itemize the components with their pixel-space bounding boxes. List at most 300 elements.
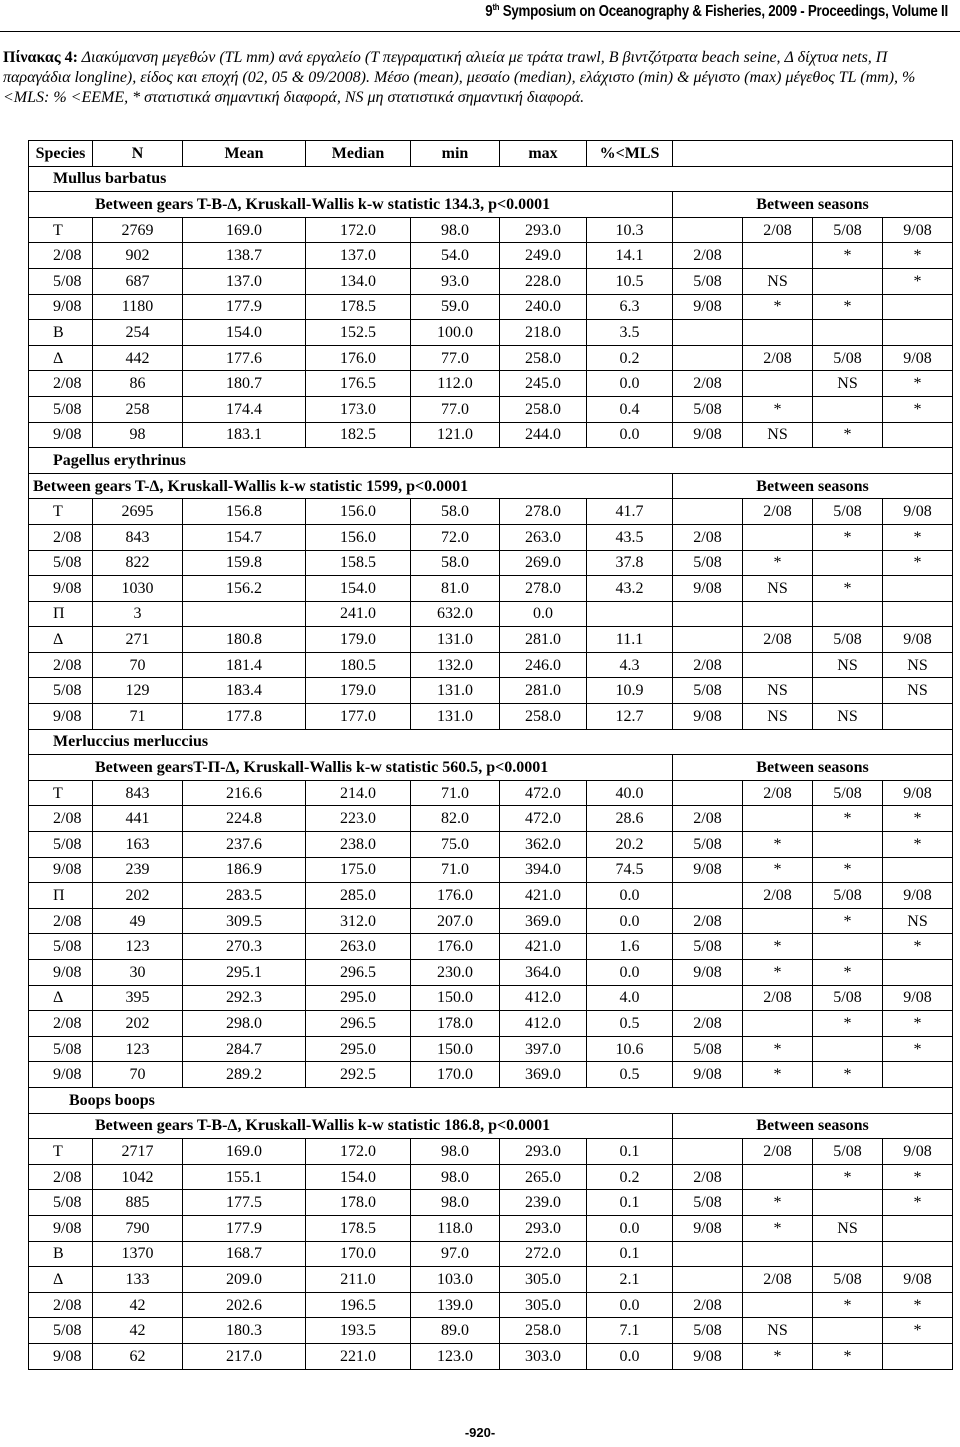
significance-cell (743, 243, 813, 269)
value-cell: 183.4 (183, 678, 306, 704)
significance-cell: NS (743, 704, 813, 730)
significance-cell: * (813, 576, 883, 602)
significance-cell (673, 320, 743, 346)
table-row (29, 780, 953, 806)
header-empty-cell (673, 141, 953, 167)
caption-text: Διακύμανση μεγεθών (TL mm) ανά εργαλείο (Τ πεγραματική αλιεία με τράτα trawl, Β βιντζότρατα beach seine, Δ δίχτυα nets, Π παραγάδια longline), είδος και εποχή (02, 05 & 09/2008). Μέσο (mean), μεσαίο (median), ελάχιστο (min) & μέγιστο (max) μέγεθος TL (mm), %<MLS: % <ΕΕΜΕ, * στατιστικά σημαντική διαφορά, NS μη στατιστικά σημαντική διαφορά. (3, 49, 916, 106)
value-cell: 295.0 (306, 985, 411, 1011)
row-label: 9/08 (29, 576, 93, 602)
significance-cell (673, 1139, 743, 1165)
significance-cell (813, 678, 883, 704)
value-cell: 177.6 (183, 345, 306, 371)
value-cell: 156.0 (306, 499, 411, 525)
value-cell: 269.0 (500, 550, 587, 576)
value-cell: 10.5 (587, 268, 673, 294)
significance-cell (883, 857, 953, 883)
col-header: Median (306, 141, 411, 167)
table-row (29, 1292, 953, 1318)
significance-cell (813, 1190, 883, 1216)
significance-cell: 9/08 (673, 704, 743, 730)
significance-cell (673, 780, 743, 806)
value-cell: 0.1 (587, 1241, 673, 1267)
significance-cell: 2/08 (673, 1292, 743, 1318)
significance-cell: * (743, 1062, 813, 1088)
significance-cell: * (883, 1292, 953, 1318)
significance-cell: NS (883, 652, 953, 678)
significance-cell: * (883, 1036, 953, 1062)
value-cell: 296.5 (306, 960, 411, 986)
significance-cell (743, 371, 813, 397)
value-cell: 177.9 (183, 1215, 306, 1241)
row-label: 9/08 (29, 294, 93, 320)
value-cell: 37.8 (587, 550, 673, 576)
significance-cell (673, 1267, 743, 1293)
value-cell: 98 (93, 422, 183, 448)
table-row (29, 499, 953, 525)
value-cell: 245.0 (500, 371, 587, 397)
significance-cell: NS (743, 576, 813, 602)
value-cell: 2695 (93, 499, 183, 525)
row-label: Δ (29, 985, 93, 1011)
value-cell: 163 (93, 832, 183, 858)
value-cell: 74.5 (587, 857, 673, 883)
significance-cell: 5/08 (813, 627, 883, 653)
gear-test-text: Between gears T-B-Δ, Kruskall-Wallis k-w statistic 186.8, p<0.0001 (29, 1113, 673, 1139)
value-cell: 193.5 (306, 1318, 411, 1344)
value-cell: 155.1 (183, 1164, 306, 1190)
row-label: T (29, 217, 93, 243)
significance-cell: 9/08 (673, 1343, 743, 1369)
value-cell: 169.0 (183, 1139, 306, 1165)
gear-test-row (29, 192, 953, 218)
significance-cell: * (883, 806, 953, 832)
table-row (29, 550, 953, 576)
table-row (29, 1215, 953, 1241)
row-label: 5/08 (29, 832, 93, 858)
significance-cell: * (883, 550, 953, 576)
value-cell: 139.0 (411, 1292, 500, 1318)
significance-cell: 2/08 (743, 627, 813, 653)
table-row (29, 883, 953, 909)
value-cell: 263.0 (306, 934, 411, 960)
value-cell: 154.0 (183, 320, 306, 346)
table-row (29, 268, 953, 294)
row-label: 2/08 (29, 652, 93, 678)
table-row (29, 960, 953, 986)
value-cell: 0.0 (500, 601, 587, 627)
value-cell: 0.5 (587, 1062, 673, 1088)
table-row (29, 1011, 953, 1037)
value-cell: 305.0 (500, 1292, 587, 1318)
value-cell: 369.0 (500, 908, 587, 934)
value-cell: 129 (93, 678, 183, 704)
row-label: 5/08 (29, 1190, 93, 1216)
significance-cell: 5/08 (813, 345, 883, 371)
value-cell: 182.5 (306, 422, 411, 448)
row-label: 2/08 (29, 908, 93, 934)
value-cell: 312.0 (306, 908, 411, 934)
row-label: 2/08 (29, 1011, 93, 1037)
value-cell: 218.0 (500, 320, 587, 346)
value-cell: 0.0 (587, 422, 673, 448)
significance-cell: * (813, 806, 883, 832)
significance-cell: * (743, 960, 813, 986)
row-label: Δ (29, 1267, 93, 1293)
significance-cell: * (813, 243, 883, 269)
table-row (29, 294, 953, 320)
value-cell: 10.6 (587, 1036, 673, 1062)
significance-cell: * (883, 1011, 953, 1037)
row-label: T (29, 499, 93, 525)
value-cell: 1042 (93, 1164, 183, 1190)
value-cell: 196.5 (306, 1292, 411, 1318)
row-label: 9/08 (29, 704, 93, 730)
value-cell: 0.2 (587, 345, 673, 371)
value-cell: 180.3 (183, 1318, 306, 1344)
value-cell: 293.0 (500, 217, 587, 243)
value-cell: 156.8 (183, 499, 306, 525)
value-cell: 258.0 (500, 704, 587, 730)
significance-cell (813, 396, 883, 422)
significance-cell: 2/08 (743, 345, 813, 371)
significance-cell: 9/08 (883, 345, 953, 371)
significance-cell: 9/08 (883, 499, 953, 525)
value-cell: 41.7 (587, 499, 673, 525)
significance-cell: 5/08 (813, 985, 883, 1011)
significance-cell: 5/08 (673, 268, 743, 294)
value-cell: 362.0 (500, 832, 587, 858)
value-cell: 4.3 (587, 652, 673, 678)
significance-cell (743, 1011, 813, 1037)
significance-cell (813, 832, 883, 858)
table-row (29, 217, 953, 243)
significance-cell: 5/08 (673, 1318, 743, 1344)
significance-cell (813, 601, 883, 627)
table-row (29, 627, 953, 653)
significance-cell (673, 217, 743, 243)
significance-cell (813, 934, 883, 960)
significance-cell: 5/08 (673, 1036, 743, 1062)
value-cell: 238.0 (306, 832, 411, 858)
value-cell: 258.0 (500, 1318, 587, 1344)
significance-cell: 9/08 (673, 294, 743, 320)
significance-cell: * (883, 371, 953, 397)
value-cell: 281.0 (500, 678, 587, 704)
significance-cell (673, 627, 743, 653)
value-cell: 123.0 (411, 1343, 500, 1369)
significance-cell (883, 320, 953, 346)
value-cell: 421.0 (500, 883, 587, 909)
value-cell: 20.2 (587, 832, 673, 858)
season-test-label: Between seasons (673, 755, 953, 781)
value-cell: 180.7 (183, 371, 306, 397)
value-cell: 131.0 (411, 704, 500, 730)
value-cell: 62 (93, 1343, 183, 1369)
species-row (29, 729, 953, 755)
row-label: 5/08 (29, 268, 93, 294)
significance-cell: 2/08 (673, 1164, 743, 1190)
significance-cell: * (883, 243, 953, 269)
value-cell: 178.5 (306, 294, 411, 320)
significance-cell (883, 960, 953, 986)
value-cell: 237.6 (183, 832, 306, 858)
size-table (28, 140, 953, 1370)
value-cell: 0.2 (587, 1164, 673, 1190)
table-row (29, 704, 953, 730)
value-cell: 303.0 (500, 1343, 587, 1369)
value-cell: 150.0 (411, 985, 500, 1011)
significance-cell: * (743, 934, 813, 960)
significance-cell (813, 1318, 883, 1344)
row-label: 2/08 (29, 806, 93, 832)
value-cell: 309.5 (183, 908, 306, 934)
significance-cell: * (743, 396, 813, 422)
value-cell: 202 (93, 883, 183, 909)
value-cell: 118.0 (411, 1215, 500, 1241)
value-cell: 42 (93, 1292, 183, 1318)
value-cell: 133 (93, 1267, 183, 1293)
value-cell: 14.1 (587, 243, 673, 269)
significance-cell (813, 1036, 883, 1062)
value-cell: 843 (93, 780, 183, 806)
significance-cell (813, 1241, 883, 1267)
value-cell: 221.0 (306, 1343, 411, 1369)
value-cell: 209.0 (183, 1267, 306, 1293)
row-label: 5/08 (29, 550, 93, 576)
value-cell: 132.0 (411, 652, 500, 678)
significance-cell: 5/08 (673, 396, 743, 422)
significance-cell: * (883, 524, 953, 550)
significance-cell: 9/08 (883, 780, 953, 806)
value-cell: 186.9 (183, 857, 306, 883)
table-row (29, 601, 953, 627)
value-cell: 0.1 (587, 1190, 673, 1216)
significance-cell: 2/08 (673, 243, 743, 269)
value-cell: 159.8 (183, 550, 306, 576)
row-label: 2/08 (29, 371, 93, 397)
value-cell: 97.0 (411, 1241, 500, 1267)
significance-cell: NS (743, 1318, 813, 1344)
table-row (29, 934, 953, 960)
value-cell: 137.0 (183, 268, 306, 294)
table-row (29, 857, 953, 883)
header-ordinal: 9 (485, 3, 493, 21)
value-cell: 284.7 (183, 1036, 306, 1062)
table-row (29, 832, 953, 858)
value-cell: 240.0 (500, 294, 587, 320)
value-cell: 632.0 (411, 601, 500, 627)
value-cell: 170.0 (411, 1062, 500, 1088)
season-test-label: Between seasons (673, 192, 953, 218)
row-label: 9/08 (29, 857, 93, 883)
value-cell: 395 (93, 985, 183, 1011)
significance-cell: 5/08 (673, 934, 743, 960)
value-cell: 885 (93, 1190, 183, 1216)
value-cell: 1030 (93, 576, 183, 602)
value-cell: 278.0 (500, 576, 587, 602)
row-label: B (29, 320, 93, 346)
table-row (29, 806, 953, 832)
value-cell: 134.0 (306, 268, 411, 294)
value-cell: 103.0 (411, 1267, 500, 1293)
significance-cell: 5/08 (813, 883, 883, 909)
value-cell: 54.0 (411, 243, 500, 269)
value-cell: 293.0 (500, 1139, 587, 1165)
significance-cell: * (813, 1011, 883, 1037)
gear-test-text: Between gears T-B-Δ, Kruskall-Wallis k-w statistic 134.3, p<0.0001 (29, 192, 673, 218)
value-cell: 281.0 (500, 627, 587, 653)
value-cell: 283.5 (183, 883, 306, 909)
season-test-label: Between seasons (673, 1113, 953, 1139)
significance-cell: * (813, 857, 883, 883)
value-cell: 239.0 (500, 1190, 587, 1216)
significance-cell (813, 550, 883, 576)
significance-cell (743, 524, 813, 550)
significance-cell: * (813, 1292, 883, 1318)
significance-cell: 2/08 (743, 217, 813, 243)
value-cell: 258 (93, 396, 183, 422)
table-row (29, 1343, 953, 1369)
significance-cell: 5/08 (813, 780, 883, 806)
value-cell: 77.0 (411, 396, 500, 422)
value-cell: 177.5 (183, 1190, 306, 1216)
significance-cell: NS (743, 422, 813, 448)
table-row (29, 576, 953, 602)
gear-test-row (29, 473, 953, 499)
value-cell: 421.0 (500, 934, 587, 960)
value-cell: 178.0 (411, 1011, 500, 1037)
table-row (29, 524, 953, 550)
significance-cell: * (813, 908, 883, 934)
significance-cell (743, 908, 813, 934)
value-cell: 156.2 (183, 576, 306, 602)
value-cell: 228.0 (500, 268, 587, 294)
value-cell: 3.5 (587, 320, 673, 346)
value-cell: 178.5 (306, 1215, 411, 1241)
value-cell: 180.8 (183, 627, 306, 653)
significance-cell: NS (883, 908, 953, 934)
significance-cell (883, 1241, 953, 1267)
value-cell: 0.0 (587, 1215, 673, 1241)
value-cell: 93.0 (411, 268, 500, 294)
significance-cell: * (883, 1190, 953, 1216)
col-header: max (500, 141, 587, 167)
significance-cell: 2/08 (673, 1011, 743, 1037)
significance-cell (883, 576, 953, 602)
significance-cell (673, 883, 743, 909)
value-cell: 224.8 (183, 806, 306, 832)
significance-cell: * (743, 1343, 813, 1369)
significance-cell (883, 422, 953, 448)
row-label: 5/08 (29, 934, 93, 960)
significance-cell (743, 320, 813, 346)
value-cell: 246.0 (500, 652, 587, 678)
significance-cell: 9/08 (883, 627, 953, 653)
value-cell: 263.0 (500, 524, 587, 550)
value-cell: 10.3 (587, 217, 673, 243)
value-cell: 176.0 (411, 934, 500, 960)
value-cell: 271 (93, 627, 183, 653)
significance-cell: 9/08 (883, 883, 953, 909)
value-cell: 1370 (93, 1241, 183, 1267)
value-cell: 0.5 (587, 1011, 673, 1037)
significance-cell (743, 601, 813, 627)
significance-cell: 2/08 (673, 524, 743, 550)
significance-cell: 9/08 (883, 217, 953, 243)
value-cell: 0.4 (587, 396, 673, 422)
value-cell: 170.0 (306, 1241, 411, 1267)
significance-cell (813, 320, 883, 346)
significance-cell: 5/08 (813, 217, 883, 243)
value-cell: 239 (93, 857, 183, 883)
row-label: Π (29, 601, 93, 627)
value-cell: 168.7 (183, 1241, 306, 1267)
value-cell: 98.0 (411, 217, 500, 243)
value-cell: 43.2 (587, 576, 673, 602)
value-cell: 278.0 (500, 499, 587, 525)
value-cell: 293.0 (500, 1215, 587, 1241)
value-cell: 158.5 (306, 550, 411, 576)
value-cell: 230.0 (411, 960, 500, 986)
row-label: T (29, 780, 93, 806)
value-cell: 180.5 (306, 652, 411, 678)
value-cell: 2769 (93, 217, 183, 243)
value-cell: 40.0 (587, 780, 673, 806)
significance-cell: 2/08 (673, 908, 743, 934)
value-cell: 272.0 (500, 1241, 587, 1267)
value-cell: 394.0 (500, 857, 587, 883)
table-row (29, 243, 953, 269)
value-cell: 472.0 (500, 806, 587, 832)
value-cell: 289.2 (183, 1062, 306, 1088)
species-row (29, 166, 953, 192)
significance-cell: * (743, 832, 813, 858)
value-cell: 98.0 (411, 1164, 500, 1190)
significance-cell (673, 985, 743, 1011)
table-row (29, 345, 953, 371)
significance-cell: 5/08 (813, 1267, 883, 1293)
table-row (29, 371, 953, 397)
value-cell: 843 (93, 524, 183, 550)
value-cell: 89.0 (411, 1318, 500, 1344)
value-cell: 0.0 (587, 960, 673, 986)
value-cell: 295.1 (183, 960, 306, 986)
value-cell: 202.6 (183, 1292, 306, 1318)
significance-cell: * (743, 1215, 813, 1241)
value-cell (183, 601, 306, 627)
significance-cell: * (743, 1036, 813, 1062)
value-cell: 154.0 (306, 1164, 411, 1190)
significance-cell: * (743, 294, 813, 320)
significance-cell (883, 704, 953, 730)
row-label: 5/08 (29, 1318, 93, 1344)
page-number: -920- (464, 1425, 496, 1440)
significance-cell: 2/08 (743, 1139, 813, 1165)
significance-cell: 9/08 (673, 576, 743, 602)
value-cell: 72.0 (411, 524, 500, 550)
table-row (29, 1318, 953, 1344)
significance-cell: 2/08 (743, 883, 813, 909)
significance-cell (743, 1292, 813, 1318)
significance-cell (673, 601, 743, 627)
significance-cell: NS (743, 678, 813, 704)
value-cell: 58.0 (411, 499, 500, 525)
value-cell: 154.7 (183, 524, 306, 550)
col-header: min (411, 141, 500, 167)
value-cell: 223.0 (306, 806, 411, 832)
significance-cell (883, 1062, 953, 1088)
row-label: T (29, 1139, 93, 1165)
